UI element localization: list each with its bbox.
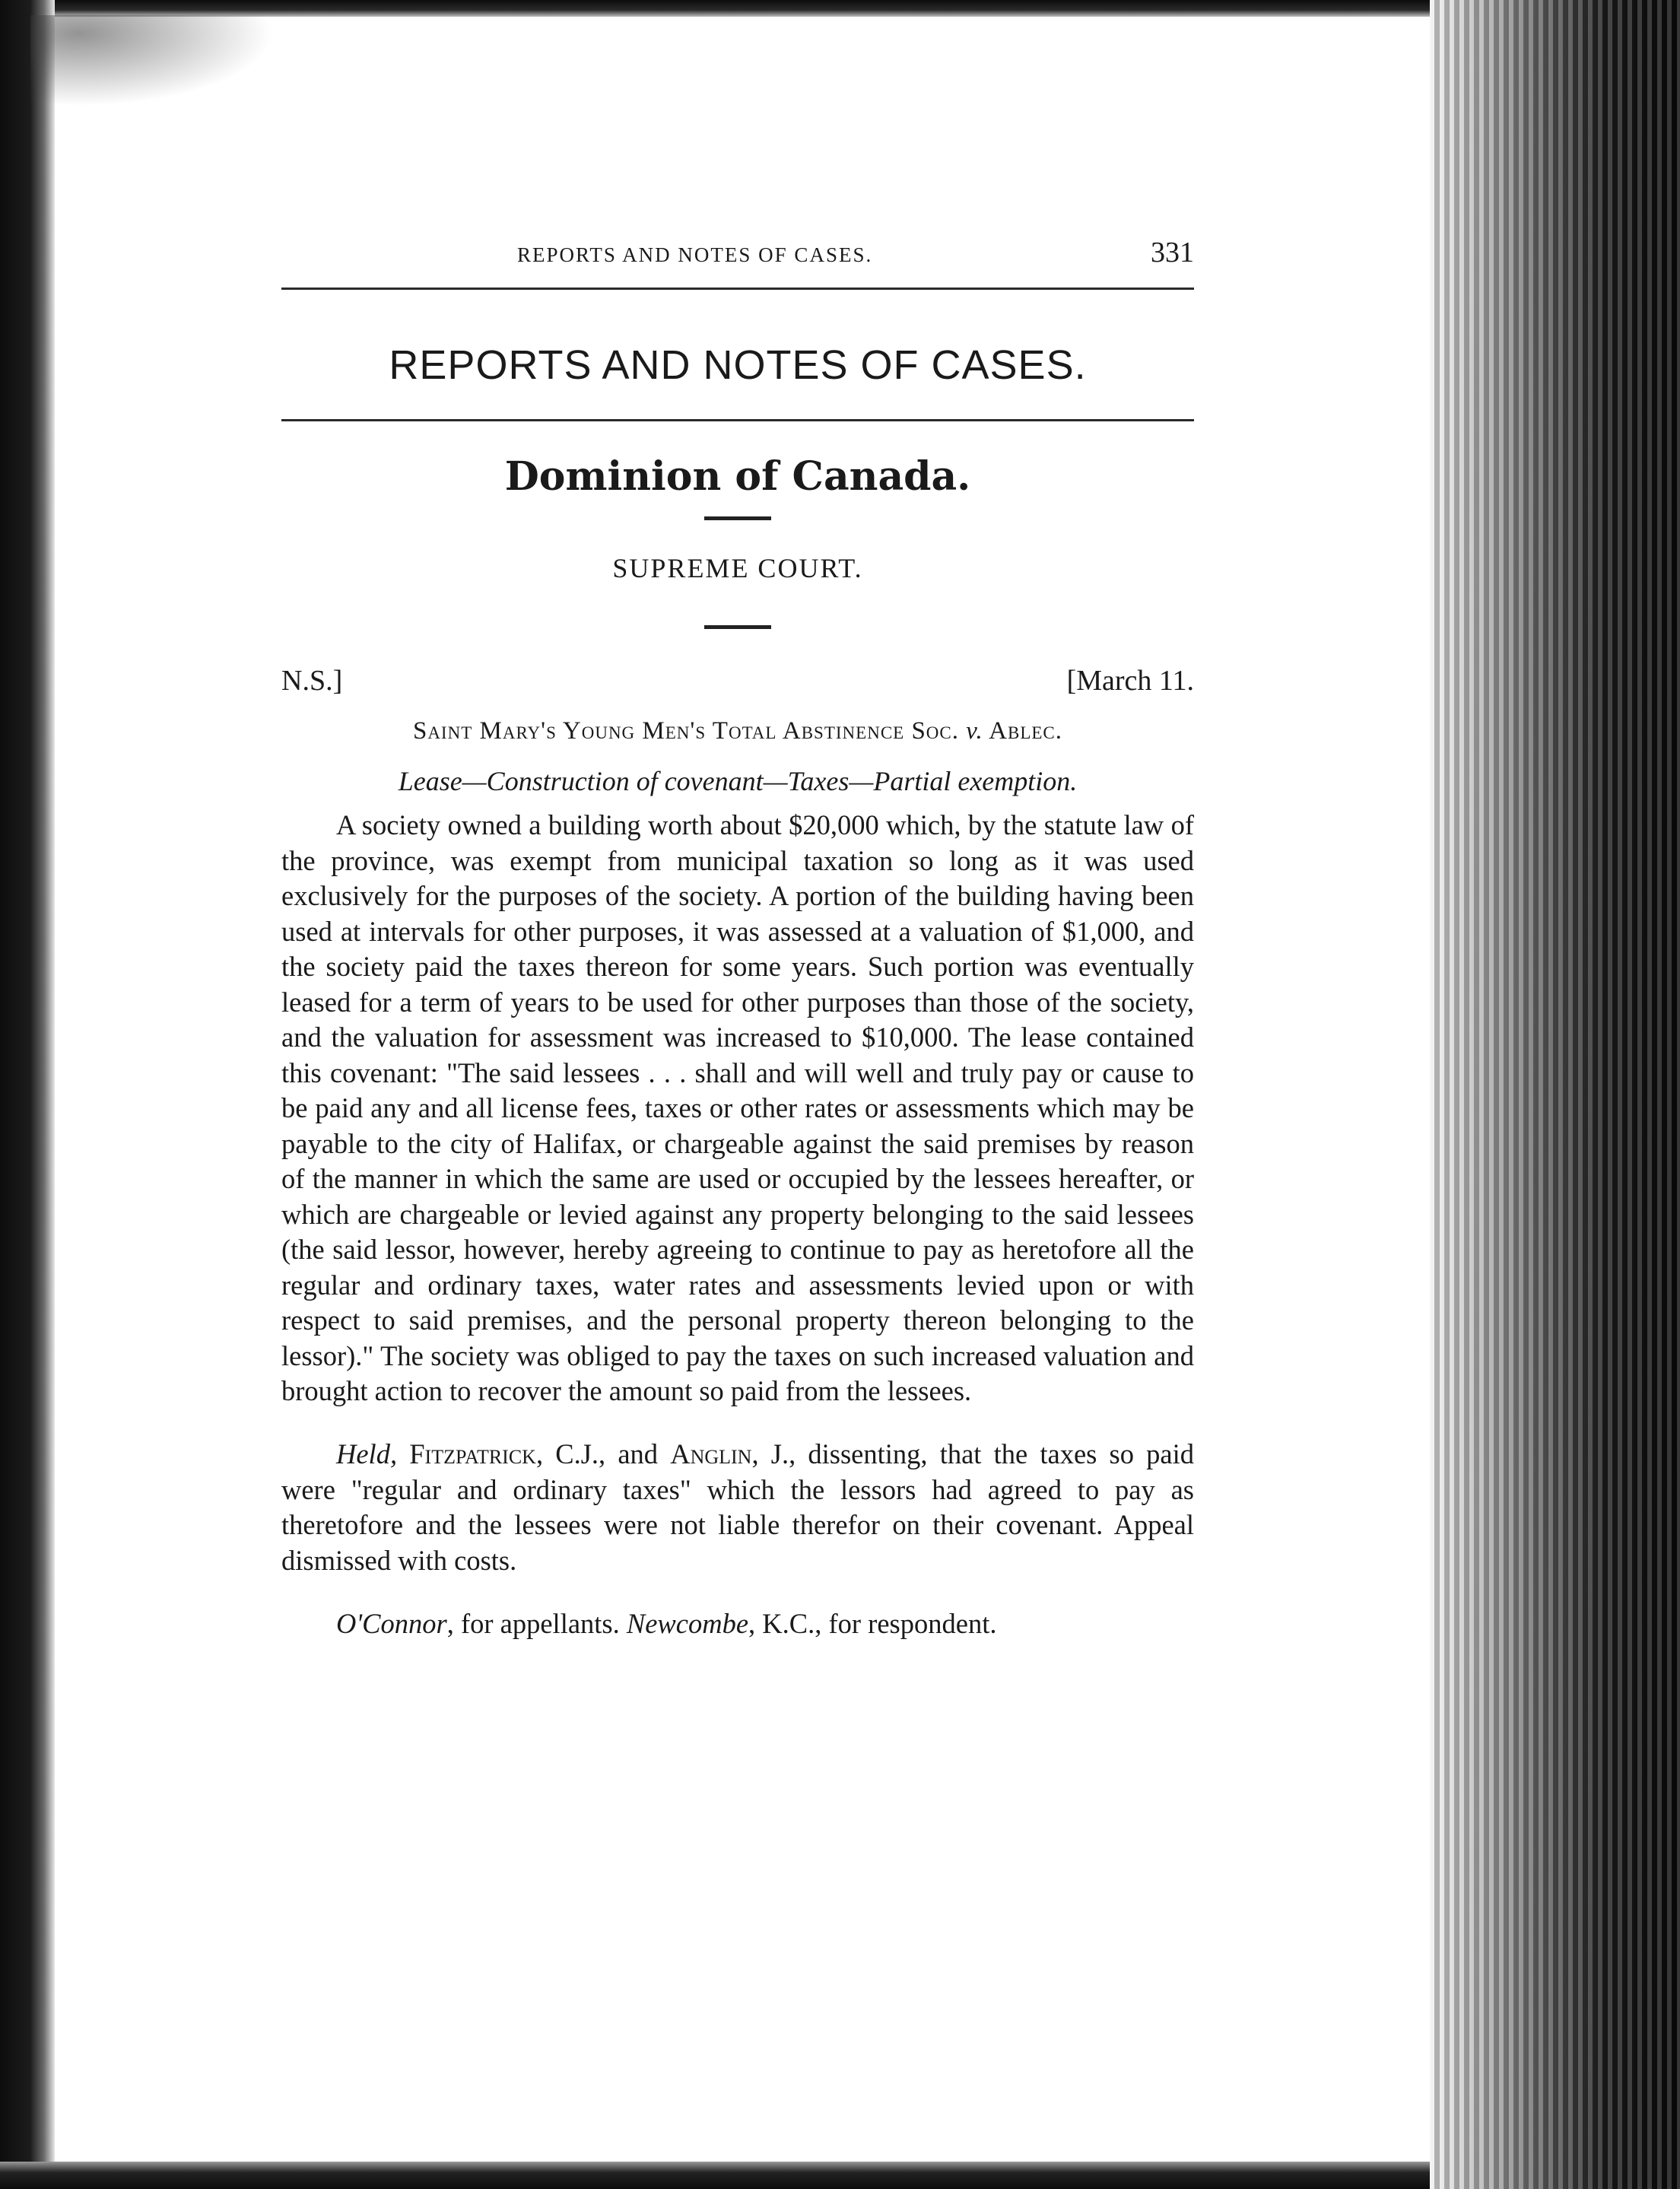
held-label: Held, — [336, 1438, 398, 1469]
case-province: N.S.] — [281, 665, 343, 697]
book-spine-edge — [1430, 0, 1680, 2189]
scan-border-top — [0, 0, 1680, 17]
running-head — [281, 236, 1194, 290]
case-date: [March 11. — [1066, 665, 1194, 697]
judge-name: Anglin — [670, 1438, 752, 1469]
holding-text: , J., dissenting, that the taxes so paid were "regular and ordinary taxes" which the lessors had agreed to pay as theretofore and the lessees were not liable therefor on their covenant. Appeal dismissed with costs. — [281, 1438, 1194, 1576]
short-rule — [704, 516, 771, 520]
counsel-text: , K.C., for respondent. — [748, 1607, 997, 1639]
scan-border-left — [0, 0, 55, 2189]
holding-text: , C.J., and — [535, 1438, 671, 1469]
case-name — [281, 717, 1194, 745]
case-party-respondent: Ablec. — [989, 717, 1063, 745]
document-page — [281, 236, 1194, 1670]
jurisdiction-heading: Dominion of Canada. — [504, 453, 971, 500]
section-title: REPORTS AND NOTES OF CASES. — [389, 342, 1087, 388]
section-rule — [281, 419, 1194, 421]
case-party-appellant: Saint Mary's Young Men's Total Abstinence Soc. — [412, 717, 960, 745]
court-heading: SUPREME COURT. — [612, 553, 863, 583]
catchwords: Lease—Construction of covenant—Taxes—Partial exemption. — [398, 766, 1078, 796]
short-rule — [704, 625, 771, 629]
respondent-counsel: Newcombe — [626, 1607, 749, 1639]
running-head-title: REPORTS AND NOTES OF CASES. — [517, 243, 873, 266]
appellant-counsel: O'Connor — [336, 1607, 447, 1639]
judge-name: Fitzpatrick — [409, 1438, 536, 1469]
headnote-paragraph: A society owned a building worth about $20,000 which, by the statute law of the province, was exempt from municipal taxation so long as it was used exclusively for the purposes of the society. A portion of the building having been used at intervals for other purposes, it was assessed at a valuation of $1,000, and the society paid the taxes thereon for some years. Such portion was eventually leased for a term of years to be used for other purposes than those of the society, and the valuation for assessment was increased to $10,000. The lease contained this covenant: "The said lessees . . . shall and will well and truly pay or cause to be paid any and all license fees, taxes or other rates or assessments which may be payable to the city of Halifax, or chargeable against the said premises by reason of the manner in which the same are used or occupied by the lessees hereafter, or which are chargeable or levied against any property belonging to the said lessees (the said lessor, however, hereby agreeing to continue to pay as heretofore all the regular and ordinary taxes, water rates and assessments levied upon or with respect to said premises, and the personal property thereon belonging to the lessor)." The society was obliged to pay the taxes on such increased valuation and brought action to recover the amount so paid from the lessees. — [281, 809, 1194, 1406]
scan-border-bottom — [0, 2162, 1680, 2189]
counsel-text: , for appellants. — [446, 1607, 627, 1639]
scan-smudge — [30, 15, 274, 106]
case-versus: v. — [966, 717, 983, 745]
case-meta — [281, 664, 1194, 697]
counsel-paragraph — [281, 1606, 1194, 1642]
holding-paragraph — [281, 1437, 1194, 1578]
page-number: 331 — [1151, 237, 1194, 268]
